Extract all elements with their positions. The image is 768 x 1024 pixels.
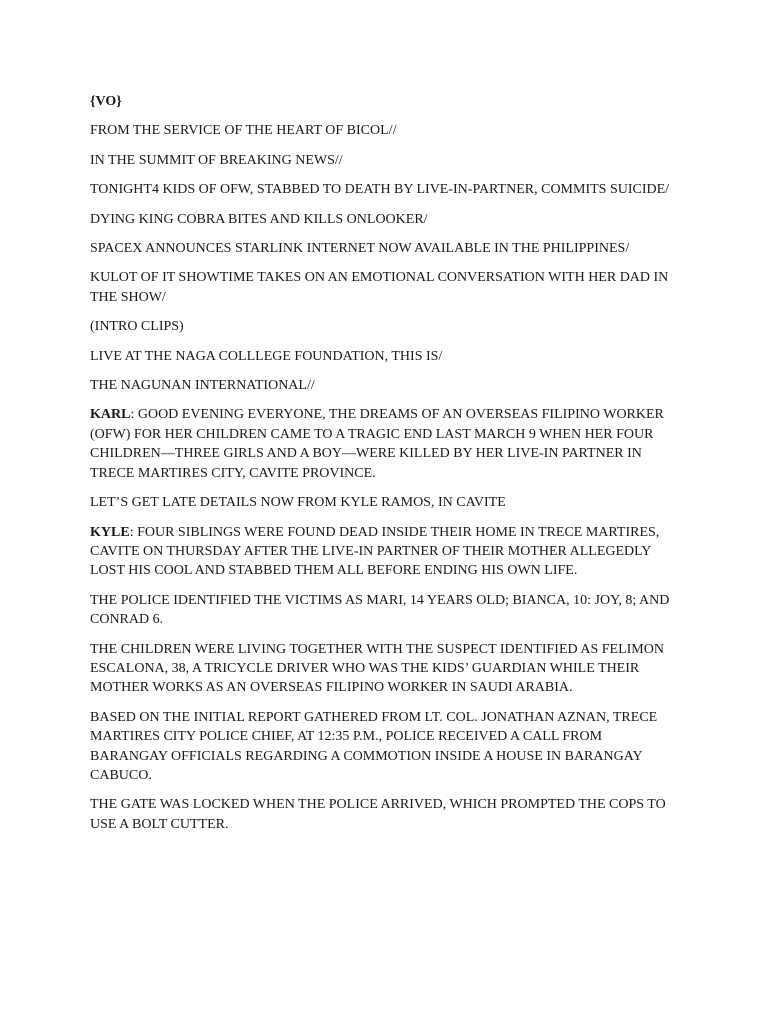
script-paragraph <box>90 708 680 786</box>
script-paragraph <box>90 795 680 834</box>
paragraph-text: FROM THE SERVICE OF THE HEART OF BICOL// <box>90 123 397 139</box>
paragraph-text: DYING KING COBRA BITES AND KILLS ONLOOKER/ <box>90 211 428 227</box>
paragraph-text: THE NAGUNAN INTERNATIONAL// <box>90 378 315 394</box>
script-paragraph <box>90 640 680 698</box>
script-paragraph <box>90 493 680 512</box>
paragraph-text: THE GATE WAS LOCKED WHEN THE POLICE ARRIVED, WHICH PROMPTED THE COPS TO USE A BOLT CUTTER. <box>90 797 666 832</box>
paragraph-text: THE CHILDREN WERE LIVING TOGETHER WITH THE SUSPECT IDENTIFIED AS FELIMON ESCALONA, 38, A TRICYCLE DRIVER WHO WAS THE KIDS’ GUARDIAN WHILE THEIR MOTHER WORKS AS AN OVERSEAS FILIPINO WORKER IN SAUDI ARABIA. <box>90 641 664 696</box>
paragraph-text: TONIGHT4 KIDS OF OFW, STABBED TO DEATH BY LIVE-IN-PARTNER, COMMITS SUICIDE/ <box>90 182 670 198</box>
script-paragraph <box>90 591 680 630</box>
paragraph-text: LIVE AT THE NAGA COLLLEGE FOUNDATION, THIS IS/ <box>90 348 443 364</box>
script-paragraph <box>90 268 680 307</box>
script-paragraph <box>90 523 680 581</box>
paragraph-text: IN THE SUMMIT OF BREAKING NEWS// <box>90 152 343 168</box>
script-paragraph <box>90 210 680 229</box>
speaker-name: KARL <box>90 407 131 423</box>
paragraph-text: (INTRO CLIPS) <box>90 319 184 335</box>
script-body <box>90 92 680 844</box>
paragraph-text: BASED ON THE INITIAL REPORT GATHERED FROM LT. COL. JONATHAN AZNAN, TRECE MARTIRES CITY POLICE CHIEF, AT 12:35 P.M., POLICE RECEIVED A CALL FROM BARANGAY OFFICIALS REGARDING A COMMOTION INSIDE A HOUSE IN BARANGAY CABUCO. <box>90 709 658 783</box>
paragraph-text: KULOT OF IT SHOWTIME TAKES ON AN EMOTIONAL CONVERSATION WITH HER DAD IN THE SHOW/ <box>90 270 669 305</box>
speaker-name: KYLE <box>90 524 130 540</box>
script-paragraph <box>90 347 680 366</box>
script-paragraph <box>90 92 680 111</box>
paragraph-text: THE POLICE IDENTIFIED THE VICTIMS AS MARI, 14 YEARS OLD; BIANCA, 10: JOY, 8; AND CONRAD 6. <box>90 592 670 628</box>
script-paragraph <box>90 121 680 140</box>
paragraph-text: {VO} <box>90 94 122 109</box>
script-paragraph <box>90 317 680 336</box>
paragraph-text: LET’S GET LATE DETAILS NOW FROM KYLE RAMOS, IN CAVITE <box>90 495 506 511</box>
paragraph-text: : FOUR SIBLINGS WERE FOUND DEAD INSIDE THEIR HOME IN TRECE MARTIRES, CAVITE ON THURSDAY AFTER THE LIVE-IN PARTNER OF THEIR MOTHER ALLEGEDLY LOST HIS COOL AND STABBED THEM ALL BEFORE ENDING HIS OWN LIFE. <box>90 524 660 579</box>
script-paragraph <box>90 239 680 258</box>
script-paragraph <box>90 376 680 395</box>
paragraph-text: SPACEX ANNOUNCES STARLINK INTERNET NOW AVAILABLE IN THE PHILIPPINES/ <box>90 241 630 257</box>
script-paragraph <box>90 151 680 170</box>
script-paragraph <box>90 405 680 483</box>
paragraph-text: : GOOD EVENING EVERYONE, THE DREAMS OF AN OVERSEAS FILIPINO WORKER (OFW) FOR HER CHILDREN CAME TO A TRAGIC END LAST MARCH 9 WHEN HER FOUR CHILDREN—THREE GIRLS AND A BOY—WERE KILLED BY HER LIVE-IN PARTNER IN TRECE MARTIRES CITY, CAVITE PROVINCE. <box>90 407 664 481</box>
script-paragraph <box>90 180 680 199</box>
